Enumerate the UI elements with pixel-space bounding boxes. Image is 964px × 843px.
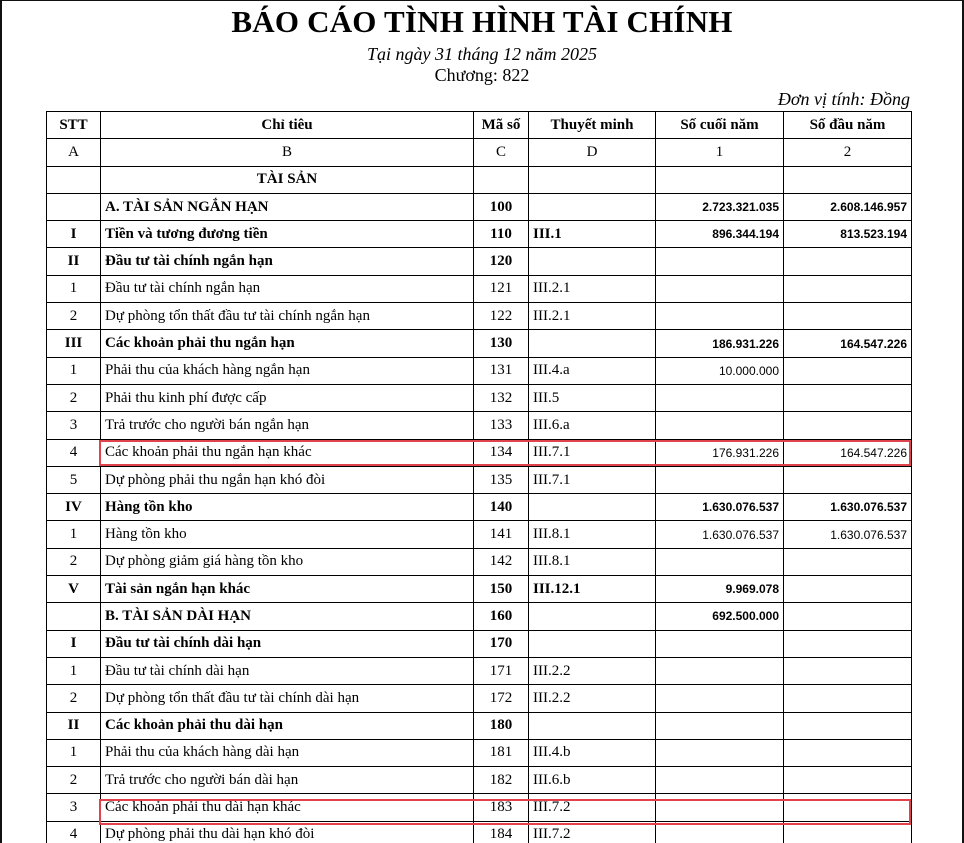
row-name: Trả trước cho người bán ngắn hạn [101, 412, 474, 439]
row-stt: 4 [47, 821, 101, 843]
table-row [47, 166, 912, 193]
row-code: 182 [474, 767, 529, 794]
row-note: III.7.1 [529, 466, 656, 493]
currency-unit: Đơn vị tính: Đồng [777, 89, 910, 109]
row-end-value [656, 384, 784, 411]
row-note: III.5 [529, 384, 656, 411]
row-note [529, 494, 656, 521]
row-end-value: 9.969.078 [656, 576, 784, 603]
table-row [47, 821, 912, 843]
row-stt: 1 [47, 275, 101, 302]
row-code: 135 [474, 466, 529, 493]
row-stt: I [47, 221, 101, 248]
column-header: Chỉ tiêu [101, 112, 474, 139]
row-end-value [656, 466, 784, 493]
row-begin-value: 2.608.146.957 [784, 193, 912, 220]
table-row [47, 576, 912, 603]
row-note: III.7.2 [529, 821, 656, 843]
row-note: III.2.1 [529, 275, 656, 302]
table-row [47, 193, 912, 220]
row-stt: 2 [47, 303, 101, 330]
row-note: III.12.1 [529, 576, 656, 603]
row-stt: 1 [47, 657, 101, 684]
row-end-value [656, 657, 784, 684]
table-row [47, 630, 912, 657]
header-row [47, 112, 912, 139]
row-code: 121 [474, 275, 529, 302]
table-row [47, 303, 912, 330]
row-note [529, 193, 656, 220]
row-code: 172 [474, 685, 529, 712]
row-name: Tiền và tương đương tiền [101, 221, 474, 248]
table-row [47, 494, 912, 521]
row-stt: 5 [47, 466, 101, 493]
row-end-value [656, 767, 784, 794]
row-note: III.8.1 [529, 521, 656, 548]
row-stt: 1 [47, 357, 101, 384]
column-header: Số cuối năm [656, 112, 784, 139]
row-code: 120 [474, 248, 529, 275]
row-end-value [656, 712, 784, 739]
row-stt: 3 [47, 794, 101, 821]
row-begin-value [784, 767, 912, 794]
column-header: Mã số [474, 112, 529, 139]
row-name: Đầu tư tài chính dài hạn [101, 630, 474, 657]
column-key: C [474, 139, 529, 166]
row-stt [47, 193, 101, 220]
row-stt: II [47, 248, 101, 275]
table-row [47, 767, 912, 794]
row-note: III.2.2 [529, 685, 656, 712]
row-code: 134 [474, 439, 529, 466]
row-name: Tài sản ngắn hạn khác [101, 576, 474, 603]
row-stt: 2 [47, 685, 101, 712]
table-row [47, 221, 912, 248]
row-begin-value [784, 248, 912, 275]
table-row [47, 275, 912, 302]
row-end-value: 896.344.194 [656, 221, 784, 248]
column-key: D [529, 139, 656, 166]
row-begin-value: 164.547.226 [784, 330, 912, 357]
row-begin-value [784, 603, 912, 630]
row-stt: 2 [47, 767, 101, 794]
row-name: B. TÀI SẢN DÀI HẠN [101, 603, 474, 630]
column-key: 1 [656, 139, 784, 166]
row-begin-value [784, 357, 912, 384]
row-code: 180 [474, 712, 529, 739]
report-title: BÁO CÁO TÌNH HÌNH TÀI CHÍNH [231, 4, 733, 39]
column-key-row [47, 139, 912, 166]
row-code: 142 [474, 548, 529, 575]
row-note [529, 630, 656, 657]
row-code: 183 [474, 794, 529, 821]
row-begin-value [784, 384, 912, 411]
table-row [47, 357, 912, 384]
row-stt: 1 [47, 739, 101, 766]
row-begin-value [784, 712, 912, 739]
row-stt: III [47, 330, 101, 357]
row-name: Đầu tư tài chính dài hạn [101, 657, 474, 684]
row-name: TÀI SẢN [101, 166, 474, 193]
table-row [47, 466, 912, 493]
row-name: A. TÀI SẢN NGẮN HẠN [101, 193, 474, 220]
report-chapter: Chương: 822 [434, 65, 530, 85]
table-row [47, 685, 912, 712]
row-begin-value [784, 303, 912, 330]
row-name: Các khoản phải thu ngắn hạn khác [101, 439, 474, 466]
row-stt: 1 [47, 521, 101, 548]
row-code: 133 [474, 412, 529, 439]
row-end-value [656, 303, 784, 330]
table-body [47, 166, 912, 843]
row-name: Dự phòng giảm giá hàng tồn kho [101, 548, 474, 575]
row-end-value [656, 630, 784, 657]
row-name: Các khoản phải thu ngắn hạn [101, 330, 474, 357]
row-code: 171 [474, 657, 529, 684]
row-end-value [656, 166, 784, 193]
row-code: 110 [474, 221, 529, 248]
row-stt: 3 [47, 412, 101, 439]
row-name: Hàng tồn kho [101, 521, 474, 548]
column-key: B [101, 139, 474, 166]
row-name: Dự phòng tổn thất đầu tư tài chính dài hạn [101, 685, 474, 712]
table-row [47, 248, 912, 275]
row-note: III.1 [529, 221, 656, 248]
row-name: Dự phòng phải thu dài hạn khó đòi [101, 821, 474, 843]
row-begin-value [784, 630, 912, 657]
table-row [47, 712, 912, 739]
table-row [47, 603, 912, 630]
row-code: 132 [474, 384, 529, 411]
row-name: Đầu tư tài chính ngắn hạn [101, 248, 474, 275]
row-note [529, 330, 656, 357]
row-note: III.6.a [529, 412, 656, 439]
table-row [47, 330, 912, 357]
row-name: Các khoản phải thu dài hạn khác [101, 794, 474, 821]
row-begin-value [784, 821, 912, 843]
row-stt: 2 [47, 548, 101, 575]
table-row [47, 739, 912, 766]
row-code: 100 [474, 193, 529, 220]
row-stt: IV [47, 494, 101, 521]
row-end-value: 186.931.226 [656, 330, 784, 357]
row-name: Hàng tồn kho [101, 494, 474, 521]
row-stt [47, 166, 101, 193]
report-date: Tại ngày 31 tháng 12 năm 2025 [366, 44, 597, 64]
frame-left-border [0, 0, 2, 843]
row-end-value [656, 794, 784, 821]
row-note: III.7.1 [529, 439, 656, 466]
row-note: III.8.1 [529, 548, 656, 575]
row-code: 141 [474, 521, 529, 548]
column-key: 2 [784, 139, 912, 166]
row-begin-value [784, 657, 912, 684]
row-name: Đầu tư tài chính ngắn hạn [101, 275, 474, 302]
row-end-value: 10.000.000 [656, 357, 784, 384]
row-end-value: 2.723.321.035 [656, 193, 784, 220]
row-name: Phải thu của khách hàng ngắn hạn [101, 357, 474, 384]
row-note: III.4.a [529, 357, 656, 384]
frame-top-border [0, 0, 964, 1]
row-end-value [656, 248, 784, 275]
row-code: 150 [474, 576, 529, 603]
row-stt [47, 603, 101, 630]
row-note [529, 248, 656, 275]
table-row [47, 794, 912, 821]
row-name: Dự phòng phải thu ngắn hạn khó đòi [101, 466, 474, 493]
row-note: III.2.2 [529, 657, 656, 684]
table-row [47, 657, 912, 684]
row-end-value: 176.931.226 [656, 439, 784, 466]
row-begin-value [784, 794, 912, 821]
row-end-value [656, 412, 784, 439]
row-code: 131 [474, 357, 529, 384]
row-end-value [656, 275, 784, 302]
column-header: STT [47, 112, 101, 139]
row-note: III.7.2 [529, 794, 656, 821]
row-note [529, 712, 656, 739]
row-begin-value [784, 166, 912, 193]
table-row [47, 439, 912, 466]
row-end-value [656, 739, 784, 766]
row-begin-value [784, 548, 912, 575]
table-row [47, 548, 912, 575]
row-note [529, 603, 656, 630]
column-header: Thuyết minh [529, 112, 656, 139]
row-code: 184 [474, 821, 529, 843]
row-end-value [656, 685, 784, 712]
row-stt: I [47, 630, 101, 657]
row-stt: II [47, 712, 101, 739]
row-code: 140 [474, 494, 529, 521]
column-key: A [47, 139, 101, 166]
row-begin-value [784, 275, 912, 302]
row-code: 122 [474, 303, 529, 330]
row-begin-value [784, 412, 912, 439]
row-stt: 4 [47, 439, 101, 466]
row-name: Các khoản phải thu dài hạn [101, 712, 474, 739]
row-stt: 2 [47, 384, 101, 411]
row-begin-value [784, 466, 912, 493]
row-code: 170 [474, 630, 529, 657]
row-name: Phải thu kinh phí được cấp [101, 384, 474, 411]
row-begin-value [784, 685, 912, 712]
row-begin-value: 1.630.076.537 [784, 521, 912, 548]
row-code: 181 [474, 739, 529, 766]
row-note: III.6.b [529, 767, 656, 794]
row-code [474, 166, 529, 193]
table-row [47, 384, 912, 411]
row-note: III.2.1 [529, 303, 656, 330]
row-name: Dự phòng tổn thất đầu tư tài chính ngắn hạn [101, 303, 474, 330]
row-note: III.4.b [529, 739, 656, 766]
table-row [47, 521, 912, 548]
row-begin-value [784, 739, 912, 766]
row-begin-value: 813.523.194 [784, 221, 912, 248]
row-end-value: 1.630.076.537 [656, 521, 784, 548]
table-row [47, 412, 912, 439]
row-note [529, 166, 656, 193]
row-begin-value: 164.547.226 [784, 439, 912, 466]
row-code: 130 [474, 330, 529, 357]
row-name: Trả trước cho người bán dài hạn [101, 767, 474, 794]
row-end-value [656, 821, 784, 843]
row-begin-value [784, 576, 912, 603]
row-code: 160 [474, 603, 529, 630]
row-stt: V [47, 576, 101, 603]
row-end-value [656, 548, 784, 575]
row-begin-value: 1.630.076.537 [784, 494, 912, 521]
column-header: Số đầu năm [784, 112, 912, 139]
row-end-value: 692.500.000 [656, 603, 784, 630]
row-name: Phải thu của khách hàng dài hạn [101, 739, 474, 766]
row-end-value: 1.630.076.537 [656, 494, 784, 521]
financial-table [46, 111, 912, 843]
